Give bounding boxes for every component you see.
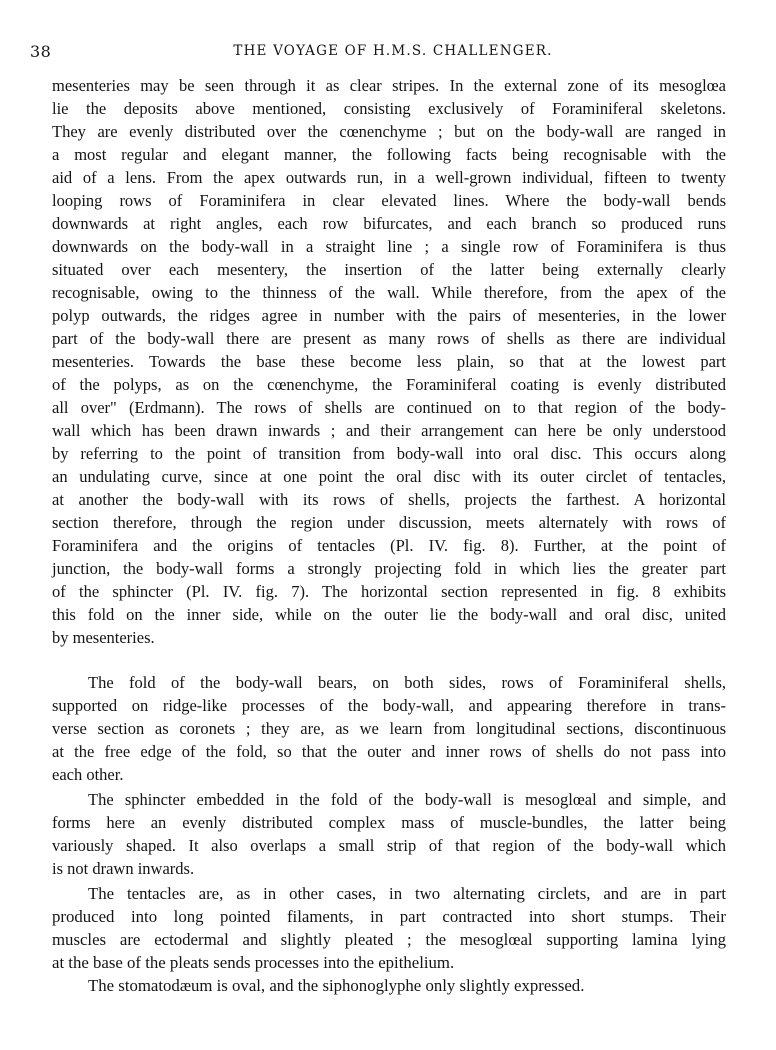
- text-line: downwards at right angles, each row bifurcates, and each branch so produced runs: [52, 214, 726, 233]
- text-line: The stomatodæum is oval, and the siphonoglyphe only slightly expressed.: [88, 976, 585, 995]
- text-line: is not drawn inwards.: [52, 859, 195, 878]
- text-line: by referring to the point of transition from body-wall into oral disc. This occurs along: [52, 444, 726, 463]
- text-line: The fold of the body-wall bears, on both sides, rows of Foraminiferal shells,: [88, 673, 726, 692]
- text-line: at the base of the pleats sends processes into the epithelium.: [52, 953, 455, 972]
- text-line: of the sphincter (Pl. IV. fig. 7). The horizontal section represented in fig. 8 exhibits: [52, 582, 726, 601]
- text-line: this fold on the inner side, while on the outer lie the body-wall and oral disc, united: [52, 605, 726, 624]
- text-line: of the polyps, as on the cœnenchyme, the Foraminiferal coating is evenly distributed: [52, 375, 726, 394]
- text-line: The tentacles are, as in other cases, in two alternating circlets, and are in part: [88, 884, 726, 903]
- page-header: [30, 42, 756, 66]
- text-line: at another the body-wall with its rows of shells, projects the farthest. A horizontal: [52, 490, 726, 509]
- text-line: an undulating curve, since at one point the oral disc with its outer circlet of tentacles,: [52, 467, 726, 486]
- text-line: wall which has been drawn inwards ; and their arrangement can here be only understood: [52, 421, 726, 440]
- text-line: produced into long pointed filaments, in part contracted into short stumps. Their: [52, 907, 726, 926]
- text-line: part of the body-wall there are present as many rows of shells as there are individual: [52, 329, 726, 348]
- text-line: situated over each mesentery, the insertion of the latter being externally clearly: [52, 260, 726, 279]
- text-line: muscles are ectodermal and slightly pleated ; the mesoglœal supporting lamina lying: [52, 930, 726, 949]
- text-line: aid of a lens. From the apex outwards run, in a well-grown individual, fifteen to twenty: [52, 168, 726, 187]
- text-line: The sphincter embedded in the fold of the body-wall is mesoglœal and simple, and: [88, 790, 726, 809]
- text-line: each other.: [52, 765, 124, 784]
- text-line: supported on ridge-like processes of the body-wall, and appearing therefore in trans-: [52, 696, 726, 715]
- text-line: mesenteries may be seen through it as clear stripes. In the external zone of its mesoglœa: [52, 76, 726, 95]
- text-line: section therefore, through the region under discussion, meets alternately with rows of: [52, 513, 726, 532]
- text-line: forms here an evenly distributed complex mass of muscle-bundles, the latter being: [52, 813, 726, 832]
- text-line: looping rows of Foraminifera in clear elevated lines. Where the body-wall bends: [52, 191, 726, 210]
- text-line: a most regular and elegant manner, the following facts being recognisable with the: [52, 145, 726, 164]
- text-line: variously shaped. It also overlaps a small strip of that region of the body-wall which: [52, 836, 726, 855]
- text-line: polyp outwards, the ridges agree in number with the pairs of mesenteries, in the lower: [52, 306, 726, 325]
- text-line: all over" (Erdmann). The rows of shells are continued on to that region of the body-: [52, 398, 726, 417]
- running-title: THE VOYAGE OF H.M.S. CHALLENGER.: [233, 43, 553, 59]
- text-line: junction, the body-wall forms a strongly projecting fold in which lies the greater part: [52, 559, 726, 578]
- text-line: Foraminifera and the origins of tentacles (Pl. IV. fig. 8). Further, at the point of: [52, 536, 726, 555]
- text-line: at the free edge of the fold, so that the outer and inner rows of shells do not pass into: [52, 742, 726, 761]
- page-number: 38: [30, 42, 52, 61]
- text-line: verse section as coronets ; they are, as we learn from longitudinal sections, discontinuous: [52, 719, 726, 738]
- text-line: recognisable, owing to the thinness of the wall. While therefore, from the apex of the: [52, 283, 726, 302]
- text-line: They are evenly distributed over the cœnenchyme ; but on the body-wall are ranged in: [52, 122, 726, 141]
- text-line: lie the deposits above mentioned, consisting exclusively of Foraminiferal skeletons.: [52, 99, 726, 118]
- text-line: by mesenteries.: [52, 628, 155, 647]
- text-line: mesenteries. Towards the base these become less plain, so that at the lowest part: [52, 352, 726, 371]
- text-line: downwards on the body-wall in a straight line ; a single row of Foraminifera is thus: [52, 237, 726, 256]
